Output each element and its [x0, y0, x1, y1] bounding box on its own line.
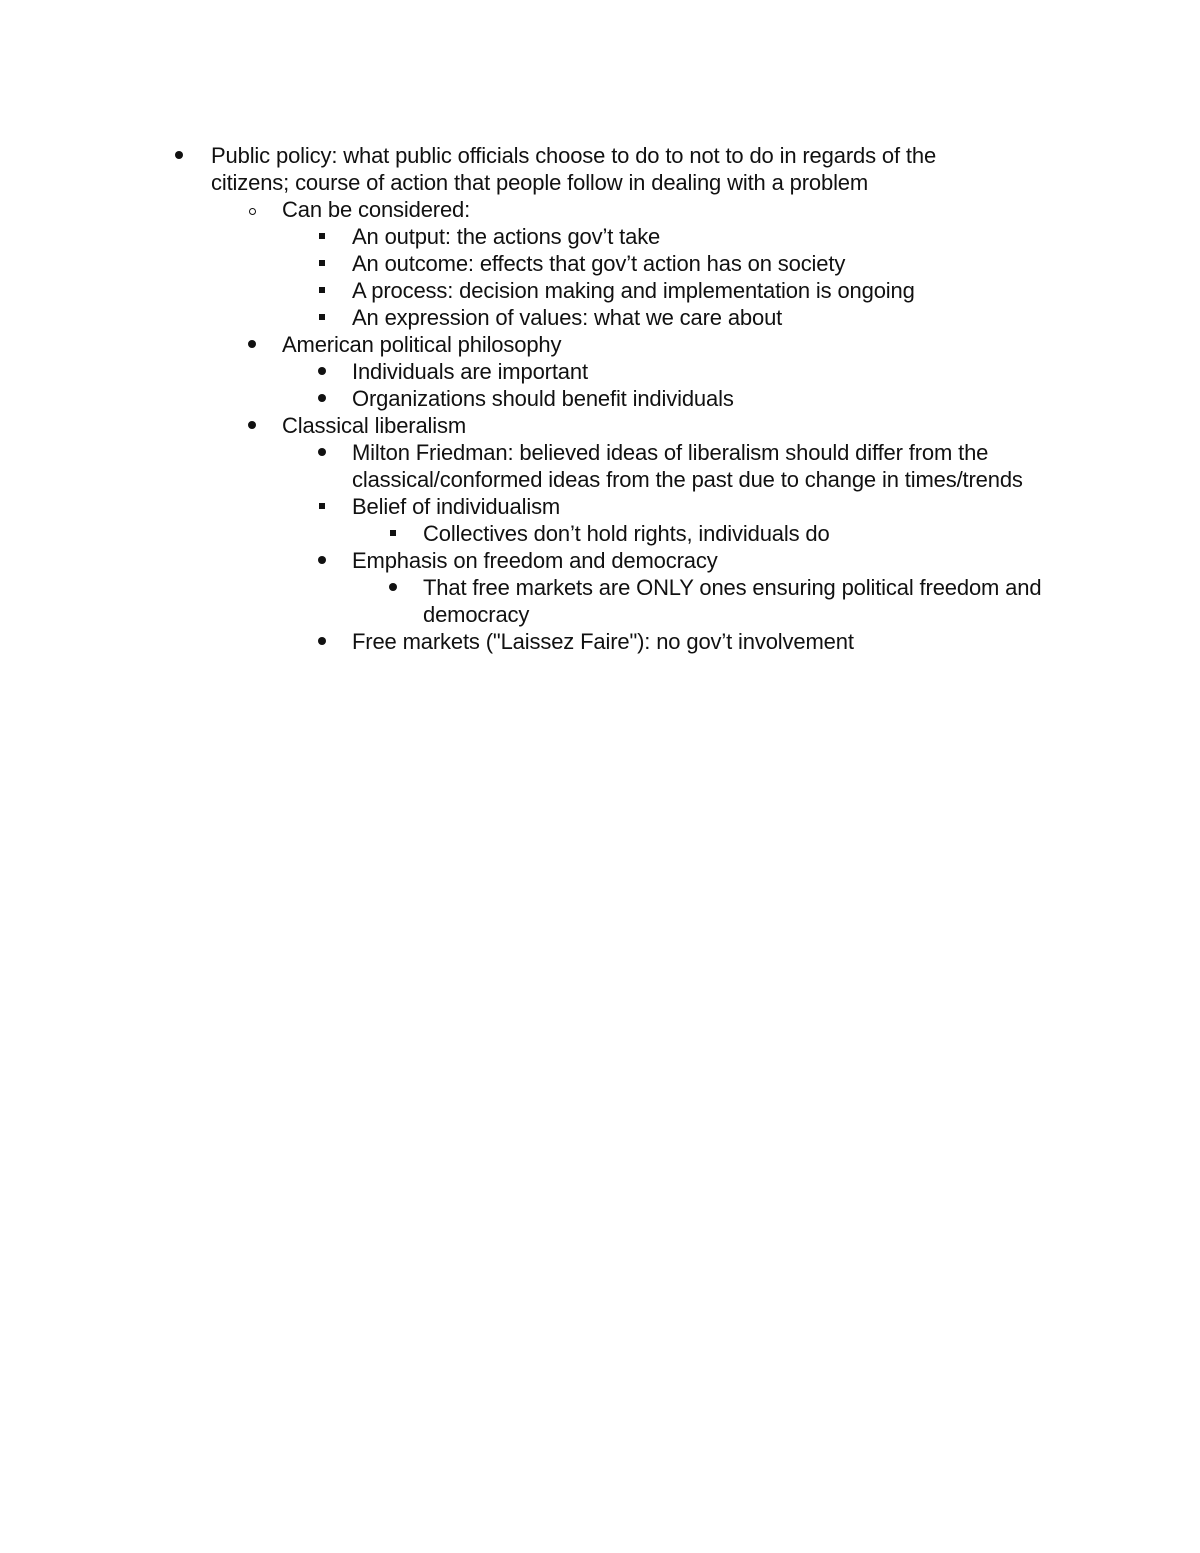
list-item: [0, 547, 1057, 574]
list-item-text: Organizations should benefit individuals: [352, 386, 734, 411]
bullet-dot-icon: [314, 439, 330, 466]
bullet-square-icon: [314, 223, 330, 250]
bullet-dot-icon: [314, 628, 330, 655]
list-item: [0, 412, 1042, 439]
list-item-text: A process: decision making and implementation is ongoing: [352, 278, 915, 303]
bullet-dot-icon: [314, 547, 330, 574]
list-item: [0, 250, 1057, 277]
notes-list: [0, 142, 1200, 655]
bullet-dot-icon: [314, 358, 330, 385]
list-item-text: Collectives don’t hold rights, individuals do: [423, 521, 830, 546]
list-item: [0, 331, 1042, 358]
list-item-text: An expression of values: what we care about: [352, 305, 783, 330]
list-item: [0, 142, 1011, 196]
bullet-square-icon: [385, 520, 401, 547]
bullet-circle-icon: [244, 196, 260, 223]
list-item-text: Milton Friedman: believed ideas of liberalism should differ from the classical/conformed ideas from the past due to change in times/trends: [352, 440, 1023, 492]
list-item-text: Public policy: what public officials choose to do to not to do in regards of the citizens; course of action that people follow in dealing with a problem: [211, 143, 937, 195]
list-item-text: Individuals are important: [352, 359, 588, 384]
list-item: [0, 304, 1057, 331]
list-item-text: Emphasis on freedom and democracy: [352, 548, 718, 573]
list-item-text: Free markets ("Laissez Faire"): no gov’t involvement: [352, 629, 854, 654]
list-item: [0, 358, 1057, 385]
bullet-square-icon: [314, 277, 330, 304]
list-item: [0, 196, 1042, 223]
list-item: [0, 277, 1057, 304]
bullet-dot-icon: [171, 142, 187, 169]
list-item: [0, 574, 1063, 628]
bullet-dot-icon: [314, 385, 330, 412]
bullet-dot-icon: [244, 412, 260, 439]
list-item-text: American political philosophy: [282, 332, 562, 357]
bullet-square-icon: [314, 304, 330, 331]
list-item-text: That free markets are ONLY ones ensuring political freedom and democracy: [423, 575, 1042, 627]
list-item: [0, 493, 1057, 520]
list-item-text: An output: the actions gov’t take: [352, 224, 661, 249]
bullet-dot-icon: [244, 331, 260, 358]
list-item-text: Belief of individualism: [352, 494, 561, 519]
list-item: [0, 223, 1057, 250]
list-item: [0, 628, 1057, 655]
list-item: [0, 520, 1063, 547]
bullet-square-icon: [314, 493, 330, 520]
list-item: [0, 385, 1057, 412]
list-item-text: Classical liberalism: [282, 413, 467, 438]
list-item-text: An outcome: effects that gov’t action has on society: [352, 251, 846, 276]
list-item-text: Can be considered:: [282, 197, 471, 222]
bullet-dot-icon: [385, 574, 401, 601]
bullet-square-icon: [314, 250, 330, 277]
list-item: [0, 439, 1057, 493]
